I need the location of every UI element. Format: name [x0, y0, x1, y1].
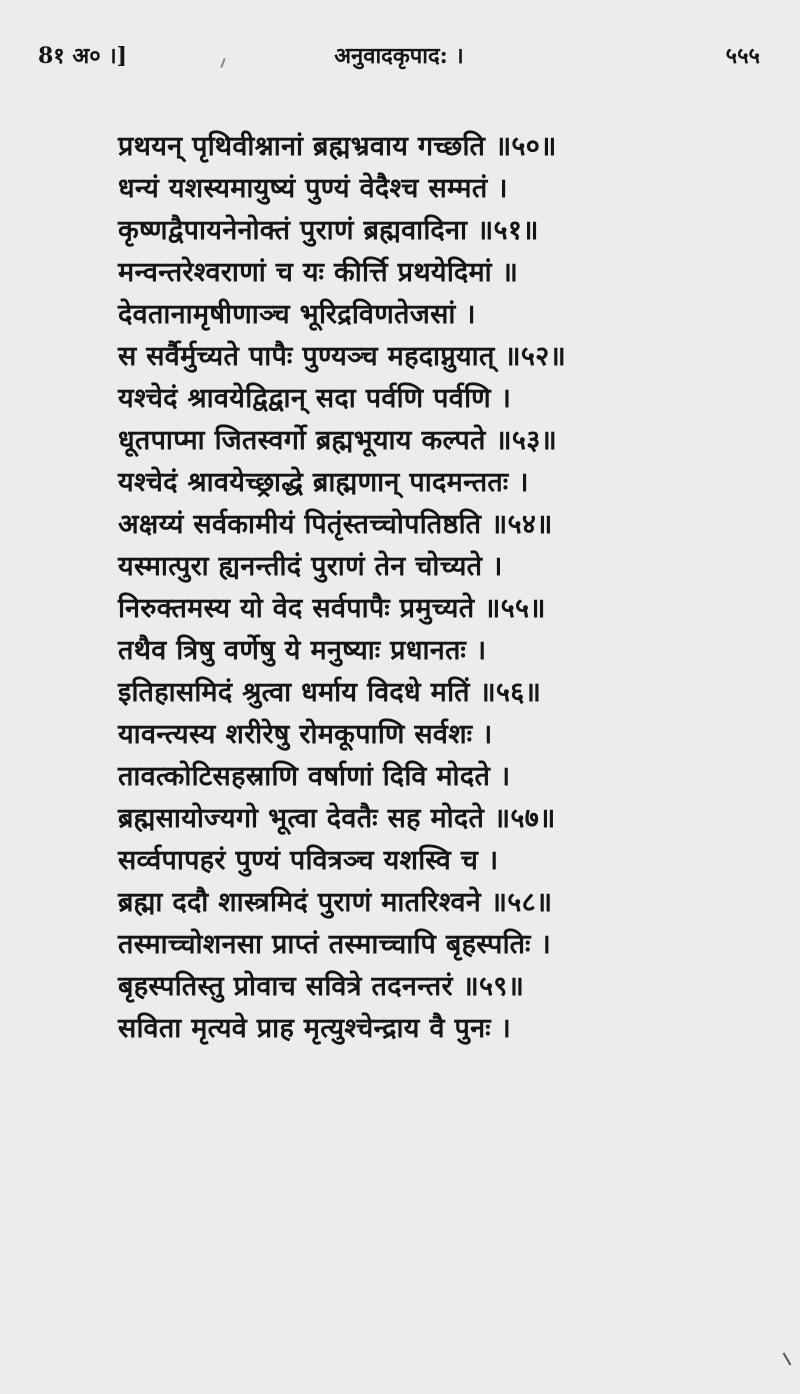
verse-line: देवतानामृषीणाञ्च भूरिद्रविणतेजसां । — [118, 299, 476, 330]
verse-line: तथैव त्रिषु वर्णेषु ये मनुष्याः प्रधानतः । — [118, 635, 487, 666]
verse-line: कृष्णद्वैपायनेनोक्तं पुराणं ब्रह्मवादिना ॥५१॥ — [118, 215, 539, 246]
verse-line: धूतपाप्मा जितस्वर्गो ब्रह्मभूयाय कल्पते ॥५३॥ — [118, 425, 558, 456]
verse-line: ब्रह्मा ददौ शास्त्रमिदं पुराणं मातरिश्वने ॥५८॥ — [118, 887, 553, 918]
verse-line: सविता मृत्यवे प्राह मृत्युश्चेन्द्राय वै पुनः । — [118, 1013, 512, 1044]
header-title: अनुवादकृपाद: । — [334, 43, 464, 69]
verse-line: यस्मात्पुरा ह्यनन्तीदं पुराणं तेन चोच्यते । — [118, 551, 503, 582]
verse-line: निरुक्तमस्य यो वेद सर्वपापैः प्रमुच्यते ॥५५॥ — [118, 593, 546, 624]
verse-block — [118, 126, 718, 1050]
verse-line: यश्चेदं श्रावयेच्छ्राद्धे ब्राह्मणान् पादमन्ततः । — [118, 467, 529, 498]
verse-line: मन्वन्तरेश्वराणां च यः कीर्त्ति प्रथयेदिमां ॥ — [118, 257, 519, 288]
verse-line: ब्रह्मसायोज्यगो भूत्वा देवतैः सह मोदते ॥५७॥ — [118, 803, 556, 834]
verse-line: धन्यं यशस्यमायुष्यं पुण्यं वेदैश्च सम्मतं । — [118, 173, 508, 204]
verse-line: इतिहासमिदं श्रुत्वा धर्माय विदधे मतिं ॥५६॥ — [118, 677, 542, 708]
verse-line: तावत्कोटिसहस्राणि वर्षाणां दिवि मोदते । — [118, 761, 511, 792]
running-header — [38, 40, 760, 80]
verse-line: बृहस्पतिस्तु प्रोवाच सवित्रे तदनन्तरं ॥५९॥ — [118, 971, 525, 1002]
verse-line: यावन्त्यस्य शरीरेषु रोमकूपाणि सर्वशः । — [118, 719, 493, 750]
header-page-number: ५५५ — [725, 43, 760, 69]
verse-line: अक्षय्यं सर्वकामीयं पितृंस्तच्चोपतिष्ठति ॥५४॥ — [118, 509, 553, 540]
margin-mark — [783, 1352, 792, 1365]
verse-line: तस्माच्चोशनसा प्राप्तं तस्माच्चापि बृहस्पतिः । — [118, 929, 552, 960]
verse-line: सर्व्वपापहरं पुण्यं पवित्रञ्च यशस्वि च । — [118, 845, 499, 876]
verse-line: प्रथयन् पृथिवीश्नानां ब्रह्मभ्रवाय गच्छति ॥५०॥ — [118, 131, 557, 162]
verse-line: यश्चेदं श्रावयेद्विद्वान् सदा पर्वणि पर्वणि । — [118, 383, 512, 414]
header-chapter-ref: 8१ अ० ।] — [38, 43, 128, 69]
verse-line: स सर्वैर्मुच्यते पापैः पुण्यञ्च महदाप्नुयात् ॥५२॥ — [118, 341, 566, 372]
